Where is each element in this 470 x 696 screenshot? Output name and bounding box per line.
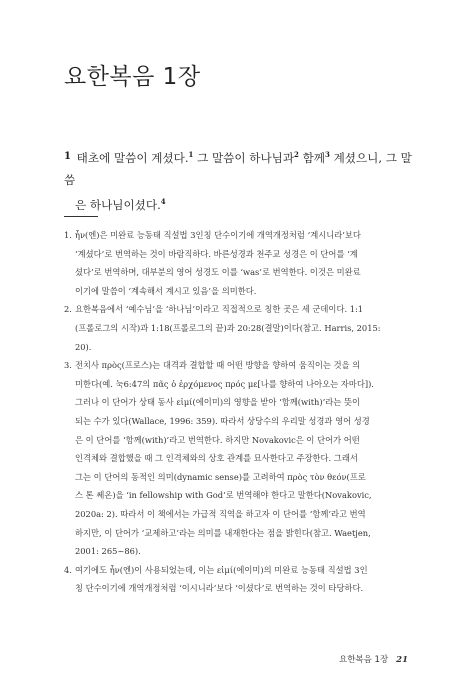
footnote-line: 20). — [75, 341, 92, 352]
footnote-line: 셨다’로 번역하며, 대부분의 영어 성경도 이를 ‘was’로 번역한다. 이것은 미완료 — [75, 267, 361, 278]
footnote-line: 미한다(예. 눅6:47의 πᾶς ὁ ἐρχόμενος πρός με[나를 향하여 나아오는 자마다]). — [75, 378, 374, 389]
verse-1 — [64, 144, 414, 216]
footnote-line: 여기에도 ἦν(엔)이 사용되었는데, 이는 εἰμί(에이미)의 미완료 능동태 직설법 3인 — [75, 564, 368, 575]
footnote-number: 3. — [64, 360, 72, 371]
footnote-line: 되는 수가 있다(Wallace, 1996: 359). 따라서 상당수의 우리말 성경과 영어 성경 — [75, 415, 370, 426]
footnote-number: 4. — [64, 564, 72, 575]
verse-text-part1: 태초에 말씀이 계셨다. — [76, 151, 189, 165]
footnote-line: 스 톤 쎄온)을 ‘in fellowship with God’로 번역해야 한다고 말한다(Novakovic, — [75, 490, 372, 501]
footnote-line: 그는 이 단어의 동적인 의미(dynamic sense)를 고려하여 πρὸς τὸν θεόν(프로 — [75, 471, 366, 482]
footnote-line: 요한복음에서 ‘예수님’을 ‘하나님’이라고 직접적으로 칭한 곳은 세 군데이다. 1:1 — [75, 304, 364, 315]
footnote-line: ‘계셨다’로 번역하는 것이 바람직하다. 바른성경과 천주교 성경은 이 단어를 ‘계 — [75, 248, 358, 259]
footnote-line: (프롤로그의 시작)과 1:18(프롤로그의 끝)과 20:28(결말)이다(참고. Harris, 2015: — [75, 322, 381, 333]
page-number: 21 — [396, 655, 408, 665]
verse-text-line2-wrap — [64, 191, 414, 216]
footnote-ref-2[interactable]: 2 — [294, 150, 299, 159]
footnote-line: 2001: 265~86). — [75, 546, 141, 557]
footnote-item — [64, 226, 416, 300]
footnote-line: 그러나 이 단어가 상태 동사 εἰμί(에이미)의 영향을 받아 ‘함께(with)’라는 뜻이 — [75, 397, 360, 408]
footnote-number: 1. — [64, 230, 72, 240]
footnote-number: 2. — [64, 304, 72, 315]
footnote-divider — [64, 216, 98, 217]
footnote-ref-4[interactable]: 4 — [160, 197, 166, 206]
verse-text-line2: 은 하나님이셨다. — [75, 198, 161, 212]
chapter-title: 요한복음 1장 — [64, 64, 201, 90]
running-title: 요한복음 1장 — [338, 655, 389, 665]
footnote-item — [64, 300, 416, 356]
footnote-line: 하지만, 이 단어가 ‘교제하고’라는 의미를 내재한다는 점을 밝힌다(참고. Waetjen, — [75, 527, 371, 538]
footnote-item — [64, 561, 416, 598]
footnote-ref-1[interactable]: 1 — [188, 150, 194, 159]
footnotes-list — [64, 226, 416, 598]
footnote-item — [64, 356, 416, 561]
footnote-line: 인격체와 결합했을 때 그 인격체와의 상호 관계를 묘사한다고 주장한다. 그래서 — [75, 453, 358, 464]
footnote-line: 2020a: 2). 따라서 이 책에서는 가급적 직역을 하고자 이 단어를 ‘함께’라고 번역 — [75, 508, 366, 519]
footnote-ref-3[interactable]: 3 — [325, 150, 330, 159]
footnote-line: 은 이 단어를 ‘함께(with)’라고 번역한다. 하지만 Novakovic은 이 단어가 어떤 — [75, 434, 360, 445]
verse-text-part3: 함께 — [298, 151, 326, 165]
footnote-line: 전치사 πρὸς(프로스)는 대격과 결합할 때 어떤 방향을 향하여 움직이는 것을 의 — [75, 360, 361, 371]
footnote-line: 이기에 말씀이 ‘계속해서 계시고 있음’을 의미한다. — [75, 285, 257, 296]
verse-text-part2: 그 말씀이 하나님과 — [193, 151, 295, 165]
verse-text-part4: 계셨으니, 그 말씀 — [64, 151, 412, 187]
footnote-line: 칭 단수이기에 개역개정처럼 ‘이시니라’보다 ‘이셨다’로 번역하는 것이 타당하다. — [75, 583, 364, 594]
page-footer — [339, 653, 408, 665]
footnote-line: ἦν(엔)은 미완료 능동태 직설법 3인칭 단수이기에 개역개정처럼 ‘계시니라’보다 — [75, 230, 361, 240]
verse-number: 1 — [64, 151, 71, 162]
